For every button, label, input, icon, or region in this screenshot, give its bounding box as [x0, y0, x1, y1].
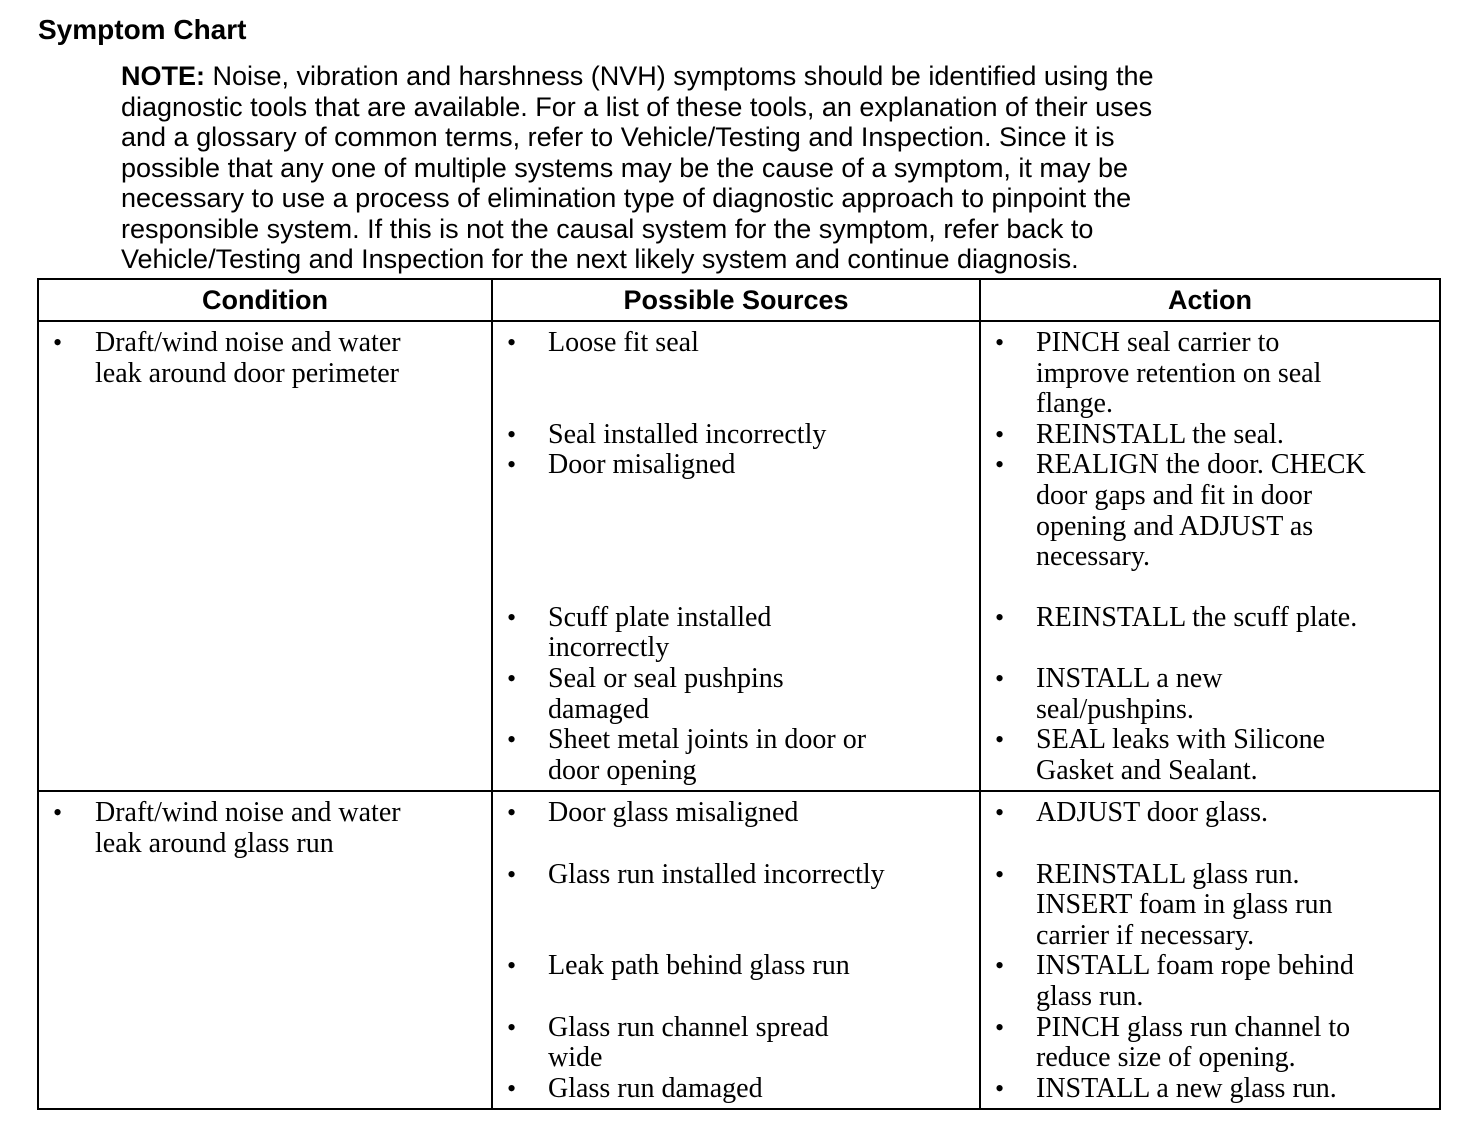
bullet: • — [995, 1073, 1005, 1103]
source-item: • Seal installed incorrectly — [507, 418, 827, 450]
column-header-possible-sources: Possible Sources — [492, 279, 980, 321]
source-item: • Scuff plate installed incorrectly — [507, 601, 772, 664]
source-item: • Door misaligned — [507, 449, 736, 481]
bullet: • — [507, 951, 517, 981]
action-cell — [980, 321, 1440, 791]
table-row — [38, 791, 1440, 1109]
bullet: • — [995, 725, 1005, 755]
bullet: • — [995, 450, 1005, 480]
sources-cell — [492, 321, 980, 791]
action-item: • SEAL leaks with Silicone Gasket and Sealant. — [995, 724, 1326, 786]
bullet: • — [995, 1012, 1005, 1042]
bullet: • — [995, 602, 1005, 632]
action-item: • ADJUST door glass. — [995, 797, 1269, 829]
action-item: • INSTALL foam rope behind glass run. — [995, 950, 1354, 1013]
note-line-3: and a glossary of common terms, refer to Vehicle/Testing and Inspection. Since it is — [121, 122, 1115, 152]
bullet: • — [995, 419, 1005, 449]
bullet: • — [507, 602, 517, 632]
bullet: • — [507, 798, 517, 828]
column-header-action: Action — [980, 279, 1440, 321]
source-item: • Glass run installed incorrectly — [507, 858, 885, 890]
bullet: • — [995, 328, 1005, 357]
page-title: Symptom Chart — [38, 14, 247, 45]
action-item: • REINSTALL glass run. INSERT foam in glass run carrier if necessary. — [995, 858, 1333, 951]
symptom-chart-table — [37, 278, 1441, 1110]
header-row — [38, 279, 1440, 321]
bullet: • — [507, 1012, 517, 1042]
note-label: NOTE: — [121, 61, 205, 91]
bullet: • — [507, 328, 517, 357]
condition-item: • Draft/wind noise and water leak around door perimeter — [53, 327, 401, 389]
source-item: • Sheet metal joints in door or door opening — [507, 724, 867, 786]
note-line-1: NOTE: Noise, vibration and harshness (NVH) symptoms should be identified using the — [121, 61, 1154, 91]
note-line-5: necessary to use a process of elimination type of diagnostic approach to pinpoint the — [121, 183, 1132, 213]
action-item: • PINCH seal carrier to improve retention on seal flange. — [995, 327, 1322, 420]
column-header-condition: Condition — [38, 279, 492, 321]
bullet: • — [995, 798, 1005, 828]
condition-cell — [38, 321, 492, 791]
condition-item: • Draft/wind noise and water leak around glass run — [53, 797, 401, 860]
note-paragraph — [121, 61, 1361, 275]
bullet: • — [507, 859, 517, 889]
note-line-6: responsible system. If this is not the causal system for the symptom, refer back to — [121, 213, 1094, 244]
bullet: • — [53, 798, 63, 828]
condition-cell — [38, 791, 492, 1109]
bullet: • — [507, 450, 517, 480]
note-line-4: possible that any one of multiple systems may be the cause of a symptom, it may be — [121, 152, 1128, 183]
bullet: • — [507, 419, 517, 449]
action-item: • REINSTALL the scuff plate. — [995, 601, 1358, 633]
bullet: • — [53, 328, 63, 357]
sources-cell — [492, 791, 980, 1109]
bullet: • — [507, 1073, 517, 1103]
source-item: • Leak path behind glass run — [507, 950, 850, 982]
action-item: • REALIGN the door. CHECK door gaps and fit in door opening and ADJUST as necessary. — [995, 449, 1366, 573]
source-item: • Glass run channel spread wide — [507, 1011, 829, 1074]
table-row — [38, 321, 1440, 791]
bullet: • — [507, 725, 517, 755]
action-cell — [980, 791, 1440, 1109]
action-item: • INSTALL a new seal/pushpins. — [995, 663, 1223, 725]
bullet: • — [995, 951, 1005, 981]
action-item: • REINSTALL the seal. — [995, 418, 1284, 450]
source-item: • Glass run damaged — [507, 1072, 763, 1104]
bullet: • — [507, 664, 517, 694]
bullet: • — [995, 859, 1005, 889]
bullet: • — [995, 664, 1005, 694]
note-line-7: Vehicle/Testing and Inspection for the next likely system and continue diagnosis. — [121, 244, 1079, 274]
source-item: • Loose fit seal — [507, 327, 699, 358]
source-item: • Door glass misaligned — [507, 797, 799, 829]
action-item: • PINCH glass run channel to reduce size of opening. — [995, 1011, 1351, 1074]
source-item: • Seal or seal pushpins damaged — [507, 663, 784, 725]
note-line-2: diagnostic tools that are available. For a list of these tools, an explanation of their uses — [121, 91, 1153, 122]
action-item: • INSTALL a new glass run. — [995, 1072, 1337, 1104]
